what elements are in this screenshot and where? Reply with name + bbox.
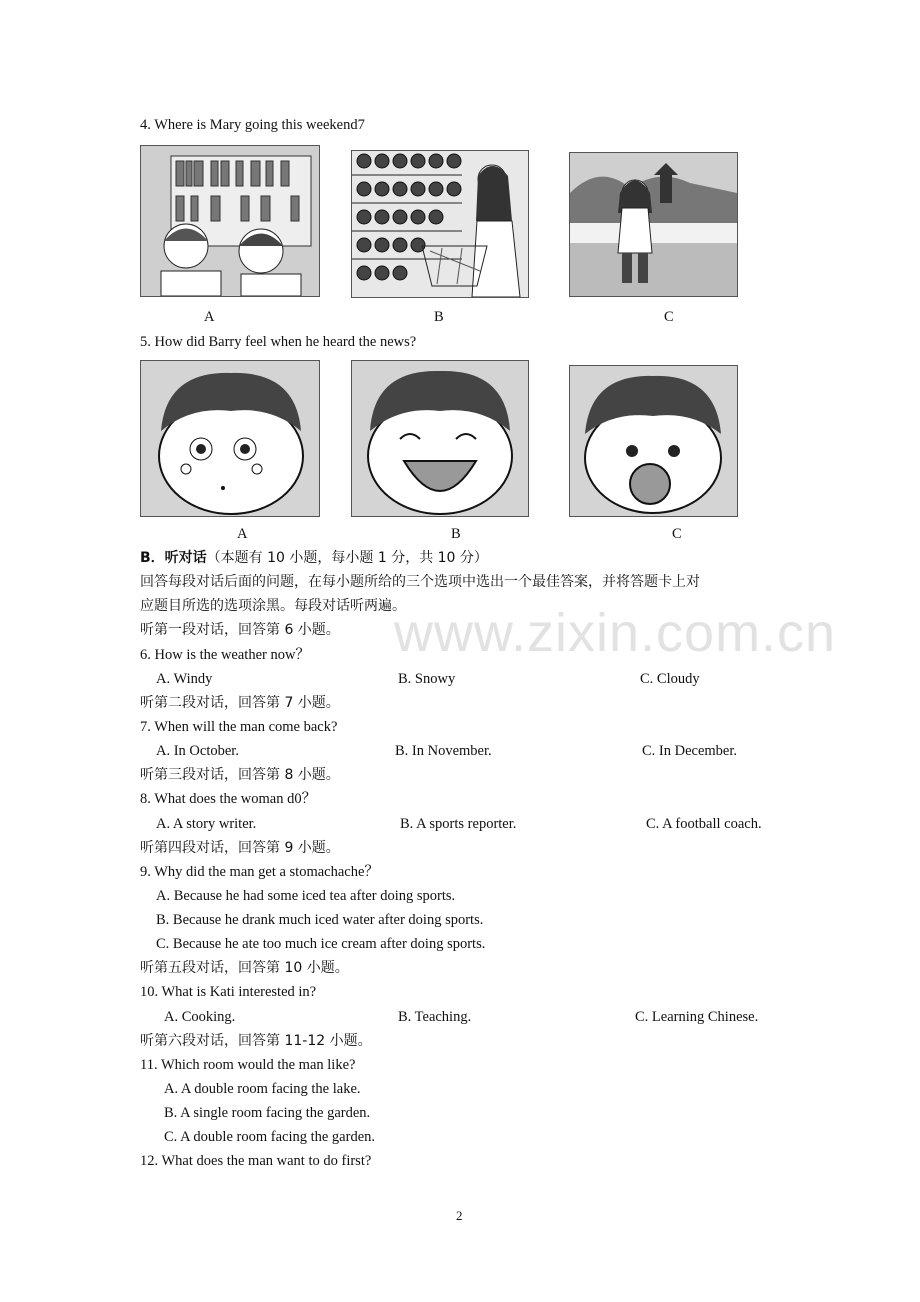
option-label: B <box>451 526 461 542</box>
watermark: www.zixin.com.cn <box>394 603 837 663</box>
question-8: 8. What does the woman d0？ <box>140 791 317 807</box>
option-c: C. In December. <box>642 743 738 759</box>
page-number: 2 <box>456 1208 463 1223</box>
dialogue-intro: 听第三段对话，回答第 8 小题。 <box>140 767 340 783</box>
supermarket-picture <box>351 150 529 298</box>
question-12: 12. What does the man want to do first? <box>140 1153 372 1169</box>
option-a: A. Cooking. <box>164 1009 236 1025</box>
option-b: B. A single room facing the garden. <box>164 1105 371 1121</box>
option-b: B. Because he drank much iced water after doing sports. <box>156 912 484 928</box>
crying-face-picture <box>140 360 320 517</box>
question-9: 9. Why did the man get a stomachache？ <box>140 864 379 880</box>
option-a: A. A story writer. <box>156 816 257 832</box>
option-a: A. Because he had some iced tea after doing sports. <box>156 888 456 904</box>
option-c: C. A football coach. <box>646 816 762 832</box>
dialogue-intro: 听第五段对话，回答第 10 小题。 <box>140 960 349 976</box>
option-label: C <box>672 526 682 542</box>
option-label: C <box>664 309 674 325</box>
library-picture <box>140 145 320 297</box>
option-b: B. In November. <box>395 743 492 759</box>
question-5: 5. How did Barry feel when he heard the news? <box>140 334 417 350</box>
option-c: C. Cloudy <box>640 671 700 687</box>
option-a: A. A double room facing the lake. <box>164 1081 361 1097</box>
dialogue-intro: 听第一段对话，回答第 6 小题。 <box>140 622 340 638</box>
park-picture <box>569 152 738 297</box>
section-title: B．听对话 <box>140 550 207 566</box>
option-c: C. Because he ate too much ice cream after doing sports. <box>156 936 486 952</box>
option-a: A. Windy <box>156 671 213 687</box>
option-label: A <box>204 309 215 325</box>
option-c: C. Learning Chinese. <box>635 1009 759 1025</box>
option-label: B <box>434 309 444 325</box>
question-6: 6. How is the weather now？ <box>140 647 310 663</box>
instructions-line-1: 回答每段对话后面的问题，在每小题所给的三个选项中选出一个最佳答案，并将答题卡上对 <box>140 574 700 590</box>
question-7: 7. When will the man come back? <box>140 719 338 735</box>
instructions-line-2: 应题目所选的选项涂黑。每段对话听两遍。 <box>140 598 406 614</box>
surprised-face-picture <box>569 365 738 517</box>
question-11: 11. Which room would the man like? <box>140 1057 356 1073</box>
option-b: B. A sports reporter. <box>400 816 517 832</box>
option-b: B. Teaching. <box>398 1009 472 1025</box>
laughing-face-picture <box>351 360 529 517</box>
dialogue-intro: 听第四段对话，回答第 9 小题。 <box>140 840 340 856</box>
question-4: 4. Where is Mary going this weekend7 <box>140 117 365 133</box>
option-c: C. A double room facing the garden. <box>164 1129 376 1145</box>
dialogue-intro: 听第六段对话，回答第 11-12 小题。 <box>140 1033 372 1049</box>
option-label: A <box>237 526 248 542</box>
question-10: 10. What is Kati interested in? <box>140 984 317 1000</box>
dialogue-intro: 听第二段对话，回答第 7 小题。 <box>140 695 340 711</box>
option-b: B. Snowy <box>398 671 456 687</box>
option-a: A. In October. <box>156 743 239 759</box>
section-note: （本题有 10 小题，每小题 1 分，共 10 分） <box>206 550 488 566</box>
section-b-heading <box>140 549 488 567</box>
